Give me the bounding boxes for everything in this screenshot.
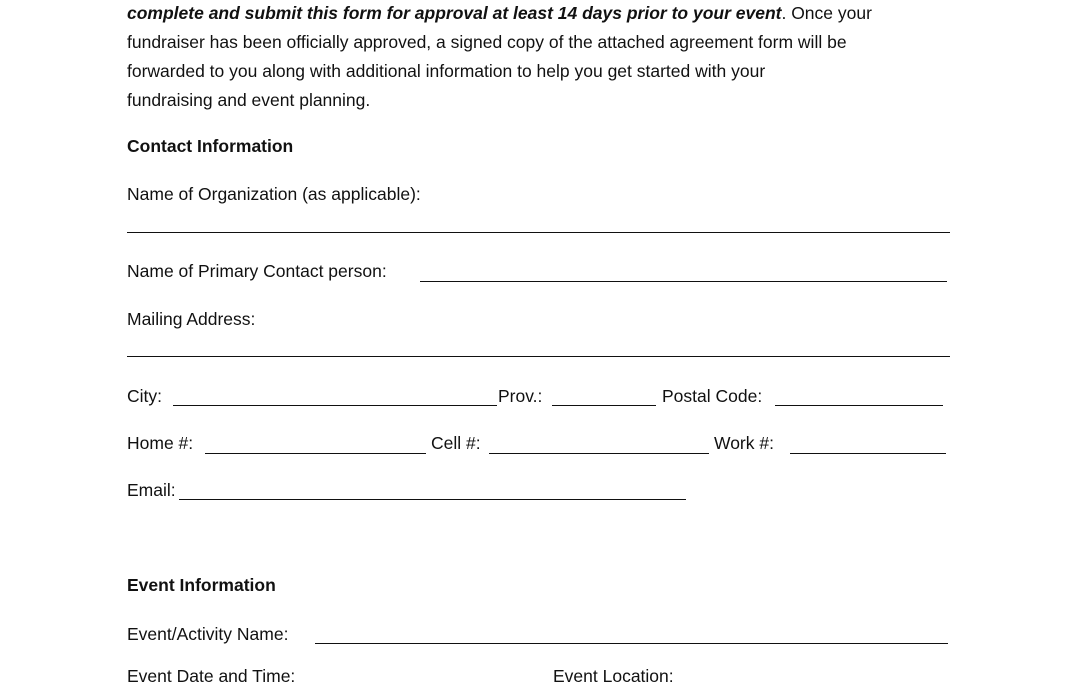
intro-emphasis: complete and submit this form for approval at least 14 days prior to your event <box>127 3 782 23</box>
city-label: City: <box>127 386 162 406</box>
intro-line-3: forwarded to you along with additional information to help you get started with your <box>127 61 766 81</box>
email-field[interactable] <box>179 499 686 500</box>
intro-paragraph <box>127 0 957 115</box>
city-field[interactable] <box>173 405 497 406</box>
work-phone-label: Work #: <box>714 433 774 453</box>
event-activity-name-field[interactable] <box>315 643 948 644</box>
postal-code-label: Postal Code: <box>662 386 763 406</box>
event-date-time-label: Event Date and Time: <box>127 666 296 686</box>
mailing-address-field[interactable] <box>127 356 950 357</box>
event-activity-name-label: Event/Activity Name: <box>127 624 289 644</box>
email-label: Email: <box>127 480 176 500</box>
organization-label: Name of Organization (as applicable): <box>127 184 421 204</box>
intro-line-4: fundraising and event planning. <box>127 90 371 110</box>
work-phone-field[interactable] <box>790 453 946 454</box>
prov-label: Prov.: <box>498 386 543 406</box>
postal-code-field[interactable] <box>775 405 943 406</box>
cell-phone-label: Cell #: <box>431 433 481 453</box>
organization-field[interactable] <box>127 232 950 233</box>
event-information-heading: Event Information <box>127 575 276 595</box>
cell-phone-field[interactable] <box>489 453 709 454</box>
event-location-label: Event Location: <box>553 666 674 686</box>
primary-contact-field[interactable] <box>420 281 947 282</box>
prov-field[interactable] <box>552 405 656 406</box>
home-phone-label: Home #: <box>127 433 194 453</box>
mailing-address-label: Mailing Address: <box>127 309 256 329</box>
contact-information-heading: Contact Information <box>127 136 294 156</box>
intro-line-2: fundraiser has been officially approved, a signed copy of the attached agreement form will be <box>127 32 847 52</box>
intro-line-1 <box>127 0 957 28</box>
home-phone-field[interactable] <box>205 453 426 454</box>
primary-contact-label: Name of Primary Contact person: <box>127 261 387 281</box>
intro-line-1-rest: . Once your <box>781 3 872 23</box>
